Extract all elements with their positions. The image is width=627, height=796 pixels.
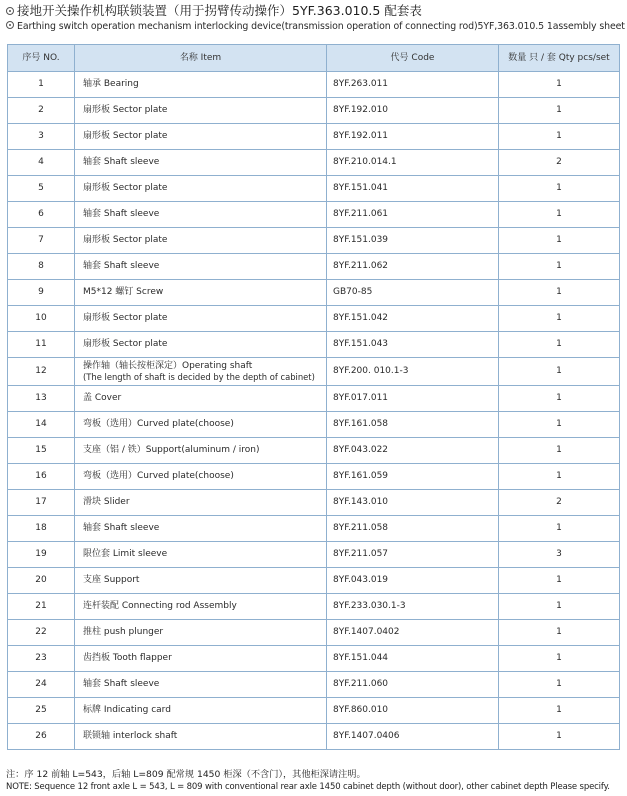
- cell-name-text: 轴套 Shaft sleeve: [83, 523, 160, 533]
- cell-name: [75, 124, 327, 150]
- cell-no: 4: [8, 150, 75, 176]
- cell-name-text: 支座（铝 / 铁）Support(aluminum / iron): [83, 445, 260, 455]
- cell-name-text: 轴套 Shaft sleeve: [83, 209, 160, 219]
- column-header-code: 代号 Code: [327, 45, 499, 72]
- table-row: [8, 490, 620, 516]
- cell-no: 12: [8, 358, 75, 386]
- cell-name: [75, 254, 327, 280]
- cell-name-text: 滑块 Slider: [83, 497, 130, 507]
- cell-qty: 1: [499, 646, 620, 672]
- cell-name: [75, 490, 327, 516]
- page-title-cn-text: 接地开关操作机构联锁装置（用于拐臂传动操作）5YF.363.010.5 配套表: [17, 3, 422, 18]
- cell-code: 8YF.1407.0402: [327, 620, 499, 646]
- cell-name-text: 轴套 Shaft sleeve: [83, 679, 160, 689]
- cell-qty: 1: [499, 698, 620, 724]
- cell-qty: 1: [499, 594, 620, 620]
- cell-code: 8YF.151.039: [327, 228, 499, 254]
- cell-name: [75, 724, 327, 750]
- cell-name: [75, 698, 327, 724]
- cell-code: 8YF.161.059: [327, 464, 499, 490]
- table-row: [8, 254, 620, 280]
- cell-code: 8YF.1407.0406: [327, 724, 499, 750]
- table-body: [8, 72, 620, 750]
- cell-qty: 1: [499, 386, 620, 412]
- cell-no: 14: [8, 412, 75, 438]
- cell-code: GB70-85: [327, 280, 499, 306]
- cell-no: 2: [8, 98, 75, 124]
- table-row: [8, 386, 620, 412]
- table-row: [8, 672, 620, 698]
- assembly-table: [7, 44, 620, 750]
- cell-no: 25: [8, 698, 75, 724]
- cell-name-text: 弯板（选用）Curved plate(choose): [83, 471, 234, 481]
- table-row: [8, 72, 620, 98]
- table-row: [8, 306, 620, 332]
- note-cn: 注：序 12 前轴 L=543，后轴 L=809 配常规 1450 柜深（不含门），其他柜深请注明。: [6, 769, 366, 780]
- cell-code: 8YF.210.014.1: [327, 150, 499, 176]
- cell-no: 16: [8, 464, 75, 490]
- table-row: [8, 620, 620, 646]
- table-row: [8, 698, 620, 724]
- cell-name: [75, 98, 327, 124]
- cell-code: 8YF.043.019: [327, 568, 499, 594]
- cell-no: 19: [8, 542, 75, 568]
- table-row: [8, 646, 620, 672]
- table-header-row: [8, 45, 620, 72]
- cell-no: 15: [8, 438, 75, 464]
- cell-no: 6: [8, 202, 75, 228]
- cell-name-text: 盖 Cover: [83, 393, 122, 403]
- cell-code: 8YF.161.058: [327, 412, 499, 438]
- table-row: [8, 280, 620, 306]
- cell-code: 8YF.233.030.1-3: [327, 594, 499, 620]
- cell-name-text: 推柱 push plunger: [83, 627, 164, 637]
- cell-name: [75, 150, 327, 176]
- cell-no: 18: [8, 516, 75, 542]
- table-row: [8, 98, 620, 124]
- cell-no: 13: [8, 386, 75, 412]
- table-row: [8, 358, 620, 386]
- cell-code: 8YF.263.011: [327, 72, 499, 98]
- cell-qty: 1: [499, 724, 620, 750]
- cell-no: 21: [8, 594, 75, 620]
- cell-no: 9: [8, 280, 75, 306]
- cell-name: [75, 568, 327, 594]
- cell-qty: 1: [499, 672, 620, 698]
- cell-qty: 1: [499, 254, 620, 280]
- cell-name: [75, 412, 327, 438]
- page-title-en: [6, 20, 625, 34]
- cell-name: [75, 620, 327, 646]
- cell-name-text: 扇形板 Sector plate: [83, 313, 168, 323]
- cell-code: 8YF.151.042: [327, 306, 499, 332]
- cell-code: 8YF.017.011: [327, 386, 499, 412]
- circle-bullet-icon: [6, 21, 14, 29]
- cell-qty: 1: [499, 620, 620, 646]
- cell-no: 26: [8, 724, 75, 750]
- cell-name: [75, 202, 327, 228]
- table-row: [8, 150, 620, 176]
- cell-name: [75, 594, 327, 620]
- cell-name: [75, 542, 327, 568]
- cell-no: 11: [8, 332, 75, 358]
- column-header-no: 序号 NO.: [8, 45, 75, 72]
- table-row: [8, 724, 620, 750]
- cell-qty: 2: [499, 490, 620, 516]
- cell-code: 8YF.151.041: [327, 176, 499, 202]
- cell-name: [75, 646, 327, 672]
- cell-qty: 1: [499, 464, 620, 490]
- cell-qty: 1: [499, 438, 620, 464]
- cell-name-text: 弯板（选用）Curved plate(choose): [83, 419, 234, 429]
- cell-name: [75, 386, 327, 412]
- cell-qty: 2: [499, 150, 620, 176]
- cell-code: 8YF.143.010: [327, 490, 499, 516]
- cell-qty: 1: [499, 280, 620, 306]
- cell-qty: 3: [499, 542, 620, 568]
- table-row: [8, 542, 620, 568]
- cell-name-text: 操作轴（轴长按柜深定）Operating shaft: [83, 360, 253, 371]
- table-row: [8, 228, 620, 254]
- table-row: [8, 516, 620, 542]
- table-row: [8, 438, 620, 464]
- cell-no: 1: [8, 72, 75, 98]
- cell-qty: 1: [499, 412, 620, 438]
- table-row: [8, 594, 620, 620]
- cell-name-text: 轴承 Bearing: [83, 79, 139, 89]
- cell-qty: 1: [499, 72, 620, 98]
- cell-qty: 1: [499, 228, 620, 254]
- cell-name: [75, 72, 327, 98]
- cell-no: 22: [8, 620, 75, 646]
- cell-code: 8YF.192.011: [327, 124, 499, 150]
- cell-code: 8YF.151.044: [327, 646, 499, 672]
- cell-code: 8YF.192.010: [327, 98, 499, 124]
- cell-name: [75, 358, 327, 386]
- cell-qty: 1: [499, 98, 620, 124]
- cell-name: [75, 464, 327, 490]
- cell-name: [75, 306, 327, 332]
- cell-name-text: 连杆装配 Connecting rod Assembly: [83, 601, 237, 611]
- cell-qty: 1: [499, 202, 620, 228]
- cell-name-text: M5*12 螺钉 Screw: [83, 287, 164, 297]
- cell-qty: 1: [499, 358, 620, 386]
- cell-code: 8YF.211.057: [327, 542, 499, 568]
- cell-qty: 1: [499, 516, 620, 542]
- cell-no: 7: [8, 228, 75, 254]
- cell-code: 8YF.211.060: [327, 672, 499, 698]
- column-header-name: 名称 Item: [75, 45, 327, 72]
- cell-no: 10: [8, 306, 75, 332]
- cell-name-text: 扇形板 Sector plate: [83, 339, 168, 349]
- cell-name-text: 限位套 Limit sleeve: [83, 549, 168, 559]
- cell-name-text: 联锁轴 interlock shaft: [83, 731, 178, 741]
- table-row: [8, 464, 620, 490]
- table-row: [8, 412, 620, 438]
- cell-name-text: 扇形板 Sector plate: [83, 131, 168, 141]
- table-row: [8, 124, 620, 150]
- table-row: [8, 332, 620, 358]
- cell-code: 8YF.200. 010.1-3: [327, 358, 499, 386]
- table-row: [8, 202, 620, 228]
- cell-name-text: 扇形板 Sector plate: [83, 105, 168, 115]
- cell-qty: 1: [499, 332, 620, 358]
- cell-code: 8YF.211.061: [327, 202, 499, 228]
- cell-name: [75, 672, 327, 698]
- cell-name-text: 扇形板 Sector plate: [83, 235, 168, 245]
- table-row: [8, 176, 620, 202]
- cell-code: 8YF.860.010: [327, 698, 499, 724]
- cell-no: 24: [8, 672, 75, 698]
- column-header-qty: 数量 只 / 套 Qty pcs/set: [499, 45, 620, 72]
- table-row: [8, 568, 620, 594]
- page-title-en-text: Earthing switch operation mechanism interlocking device(transmission operation of connecting rod)5YF,363.010.5 1assembly sheet: [17, 21, 625, 32]
- cell-name-text: 扇形板 Sector plate: [83, 183, 168, 193]
- cell-name-subtext: (The length of shaft is decided by the depth of cabinet): [83, 371, 315, 382]
- cell-no: 17: [8, 490, 75, 516]
- cell-no: 20: [8, 568, 75, 594]
- cell-code: 8YF.211.062: [327, 254, 499, 280]
- cell-code: 8YF.211.058: [327, 516, 499, 542]
- cell-code: 8YF.043.022: [327, 438, 499, 464]
- cell-name-text: 轴套 Shaft sleeve: [83, 261, 160, 271]
- page-title-cn: [6, 2, 422, 20]
- cell-no: 3: [8, 124, 75, 150]
- cell-name-text: 轴套 Shaft sleeve: [83, 157, 160, 167]
- cell-name-text: 支座 Support: [83, 575, 140, 585]
- cell-no: 8: [8, 254, 75, 280]
- cell-code: 8YF.151.043: [327, 332, 499, 358]
- cell-no: 23: [8, 646, 75, 672]
- cell-name: [75, 228, 327, 254]
- cell-name: [75, 176, 327, 202]
- cell-qty: 1: [499, 124, 620, 150]
- cell-name: [75, 280, 327, 306]
- cell-name: [75, 438, 327, 464]
- cell-no: 5: [8, 176, 75, 202]
- note-en: NOTE: Sequence 12 front axle L = 543, L = 809 with conventional rear axle 1450 cabinet depth (without door), other cabinet depth Please specify.: [6, 782, 610, 792]
- cell-qty: 1: [499, 568, 620, 594]
- cell-name-text: 齿挡板 Tooth flapper: [83, 653, 172, 663]
- cell-name: [75, 332, 327, 358]
- cell-name: [75, 516, 327, 542]
- circle-bullet-icon: [6, 7, 14, 15]
- cell-name-text: 标牌 Indicating card: [83, 705, 171, 715]
- cell-qty: 1: [499, 306, 620, 332]
- cell-qty: 1: [499, 176, 620, 202]
